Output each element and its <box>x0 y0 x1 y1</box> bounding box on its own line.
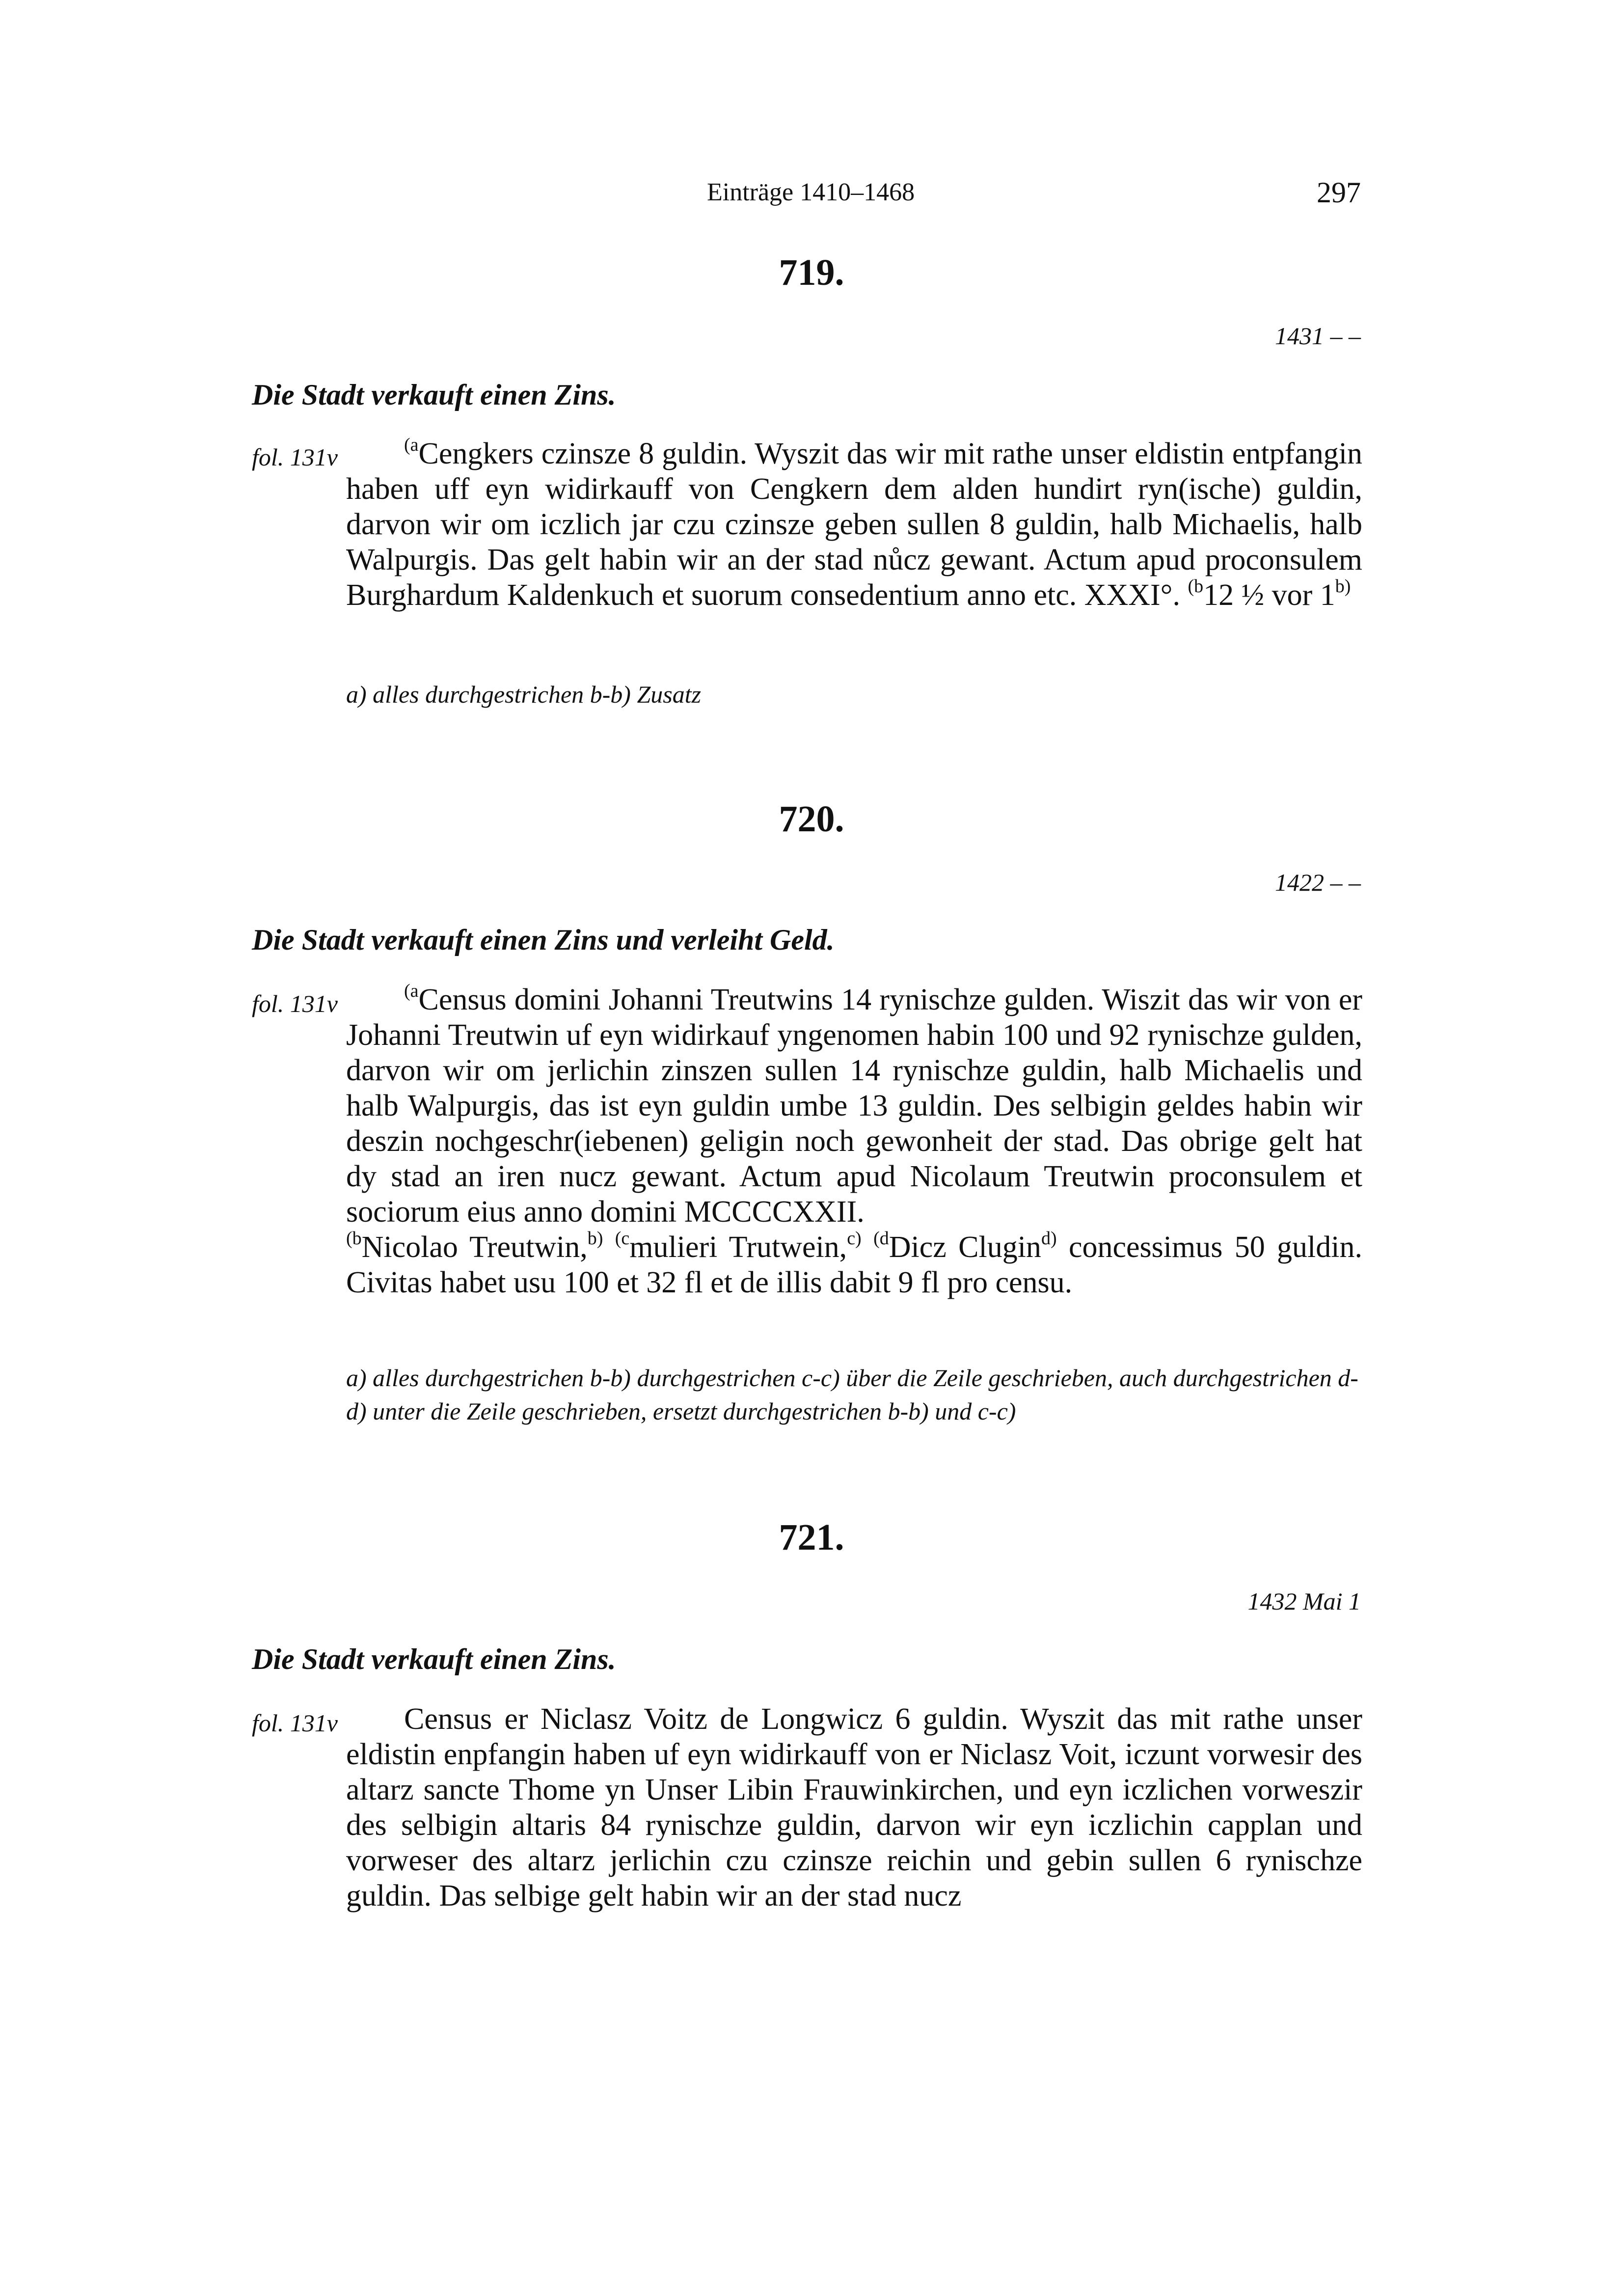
footnote-marker: (b <box>1188 576 1204 597</box>
footnote-marker: b) <box>587 1228 603 1249</box>
entry-date: 1432 Mai 1 <box>1247 1587 1361 1615</box>
entry-body <box>346 436 1362 613</box>
footnotes: a) alles durchgestrichen b-b) durchgestrichen c-c) über die Zeile geschrieben, auch durchgestrichen d-d) unter die Zeile geschrieben, ersetzt durchgestrichen b-b) und c-c) <box>346 1364 1358 1425</box>
entry-text: Dicz Clugin <box>889 1230 1041 1264</box>
footnotes: a) alles durchgestrichen b-b) Zusatz <box>346 681 702 708</box>
folio-reference: fol. 131v <box>252 990 338 1017</box>
entry-date: 1422 – – <box>1275 869 1361 896</box>
entry-title: Die Stadt verkauft einen Zins. <box>252 1643 616 1675</box>
footnote-marker: (a <box>404 981 419 1002</box>
entry-date: 1431 – – <box>1275 322 1361 350</box>
footnote-marker: c) <box>847 1228 862 1249</box>
entry-text: Census er Niclasz Voitz de Longwicz 6 guldin. Wyszit das mit rathe unser eldistin enpfangin haben uf eyn widirkauff von er Niclasz Voit, iczunt vorwesir des altarz sancte Thome yn Unser Libin Frauwinkirchen, und eyn iczlichen vorweszir des selbigin altaris 84 rynischze guldin, darvon wir eyn iczlichin capplan und vorweser des altarz jerlichin czu czinsze reichin und gebin sullen 6 rynischze guldin. Das selbige gelt habin wir an der stad nucz <box>346 1702 1362 1913</box>
footnote-marker: (d <box>873 1228 889 1249</box>
running-title: Einträge 1410–1468 <box>707 178 915 206</box>
footnote-marker: (c <box>615 1228 630 1249</box>
entry-text: Nicolao Treutwin, <box>361 1230 588 1264</box>
footnote-marker: (b <box>346 1228 362 1249</box>
folio-reference: fol. 131v <box>252 443 338 471</box>
entry-text: Cengkers czinsze 8 guldin. Wyszit das wir mit rathe unser eldistin entpfangin haben uff eyn widirkauff von Cengkern dem alden hundirt ryn(ische) guldin, darvon wir om iczlich jar czu czinsze geben sullen 8 guldin, halb Michaelis, halb Walpurgis. Das gelt habin wir an der stad nůcz gewant. Actum apud proconsulem Burghardum Kaldenkuch et suorum consedentium anno etc. XXXI°. <box>346 437 1362 612</box>
footnote-marker: d) <box>1041 1228 1057 1249</box>
entry-text: mulieri Trutwein, <box>629 1230 847 1264</box>
entry-text: concessimus 50 guldin. Civitas habet usu 100 et 32 fl et de illis dabit 9 fl pro censu. <box>346 1230 1363 1299</box>
entry-title: Die Stadt verkauft einen Zins. <box>252 379 616 411</box>
footnote-marker: b) <box>1335 576 1351 597</box>
entry-number: 720. <box>779 798 844 840</box>
entry-number: 721. <box>779 1517 844 1558</box>
entry-body <box>346 1701 1362 1913</box>
entry-number: 719. <box>779 252 844 293</box>
entry-title: Die Stadt verkauft einen Zins und verleiht Geld. <box>252 924 835 956</box>
entry-text-addition: 12 ½ vor 1 <box>1203 578 1335 612</box>
entry-body <box>346 982 1362 1300</box>
footnote-marker: (a <box>404 435 419 456</box>
page-number: 297 <box>1317 176 1361 209</box>
folio-reference: fol. 131v <box>252 1709 338 1737</box>
entry-text: Census domini Johanni Treutwins 14 rynischze gulden. Wiszit das wir von er Johanni Treutwin uf eyn widirkauf yngenomen habin 100 und 92 rynischze gulden, darvon wir om jerlichin zinszen sullen 14 rynischze guldin, halb Michaelis und halb Walpurgis, das ist eyn guldin umbe 13 guldin. Des selbigin geldes habin wir deszin nochgeschr(iebenen) geligin noch gewonheit der stad. Das obrige gelt hat dy stad an iren nucz gewant. Actum apud Nicolaum Treutwin proconsulem et sociorum eius anno domini MCCCCXXII. <box>346 983 1362 1229</box>
